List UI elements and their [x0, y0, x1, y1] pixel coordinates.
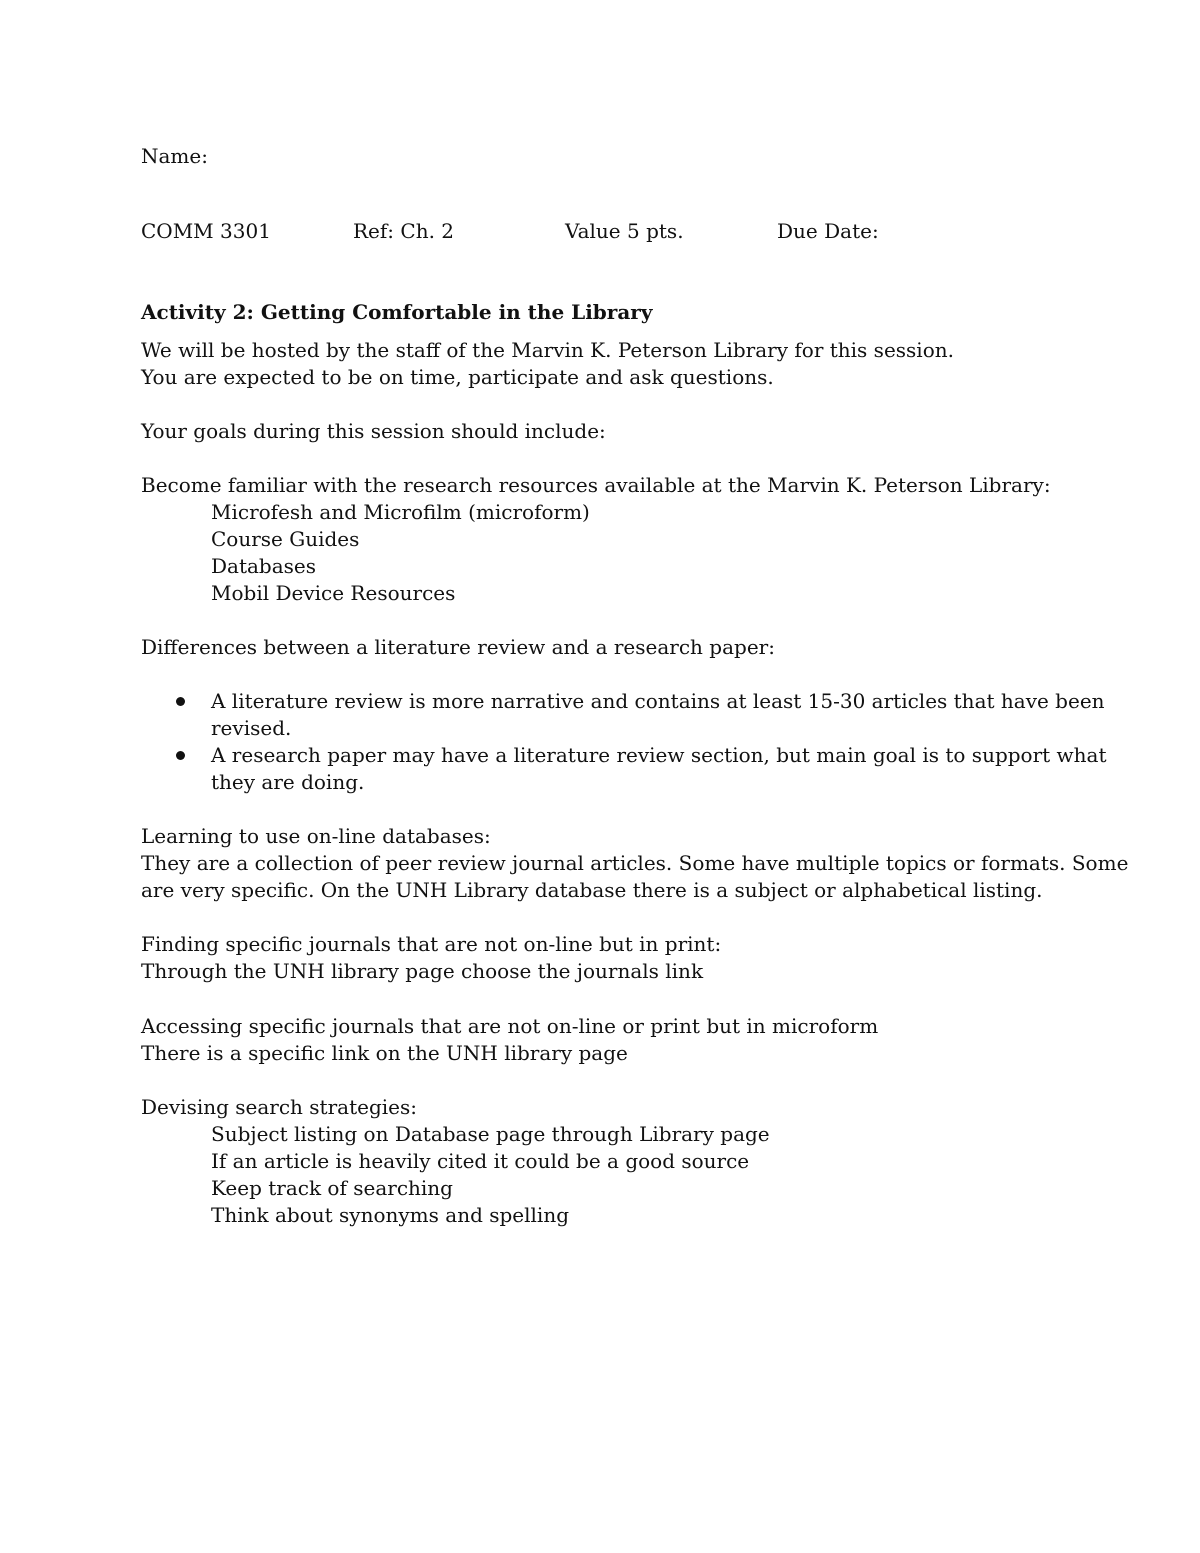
course-due-date: Due Date: — [777, 219, 879, 243]
databases-text-line-1: They are a collection of peer review journal articles. Some have multiple topics or formats. Some — [141, 851, 1129, 875]
bullet-icon — [176, 697, 185, 706]
intro-line-2: You are expected to be on time, participate and ask questions. — [141, 365, 774, 389]
search-heading: Devising search strategies: — [141, 1095, 417, 1119]
activity-title: Activity 2: Getting Comfortable in the Library — [141, 300, 653, 324]
resource-item: Microfesh and Microfilm (microform) — [211, 500, 590, 524]
differences-heading: Differences between a literature review and a research paper: — [141, 635, 775, 659]
difference-bullet-2-line-2: they are doing. — [211, 770, 365, 794]
difference-bullet-2-line-1: A research paper may have a literature review section, but main goal is to support what — [211, 743, 1107, 767]
resource-item: Mobil Device Resources — [211, 581, 456, 605]
print-journals-text: Through the UNH library page choose the journals link — [141, 959, 704, 983]
resource-item: Databases — [211, 554, 317, 578]
databases-text-line-2: are very specific. On the UNH Library database there is a subject or alphabetical listing. — [141, 878, 1043, 902]
intro-line-1: We will be hosted by the staff of the Marvin K. Peterson Library for this session. — [141, 338, 954, 362]
search-item: Subject listing on Database page through Library page — [211, 1122, 770, 1146]
course-code: COMM 3301 — [141, 219, 271, 243]
name-label: Name: — [141, 144, 208, 168]
difference-bullet-1-line-1: A literature review is more narrative and contains at least 15-30 articles that have been — [211, 689, 1105, 713]
microform-journals-text: There is a specific link on the UNH library page — [141, 1041, 628, 1065]
resources-heading: Become familiar with the research resources available at the Marvin K. Peterson Library: — [141, 473, 1051, 497]
goals-heading: Your goals during this session should include: — [141, 419, 606, 443]
print-journals-heading: Finding specific journals that are not on-line but in print: — [141, 932, 722, 956]
search-item: If an article is heavily cited it could be a good source — [211, 1149, 750, 1173]
search-item: Keep track of searching — [211, 1176, 453, 1200]
search-item: Think about synonyms and spelling — [211, 1203, 570, 1227]
microform-journals-heading: Accessing specific journals that are not on-line or print but in microform — [141, 1014, 879, 1038]
bullet-icon — [176, 751, 185, 760]
course-value: Value 5 pts. — [565, 219, 684, 243]
resource-item: Course Guides — [211, 527, 360, 551]
databases-heading: Learning to use on-line databases: — [141, 824, 491, 848]
course-ref: Ref: Ch. 2 — [353, 219, 455, 243]
difference-bullet-1-line-2: revised. — [211, 716, 292, 740]
